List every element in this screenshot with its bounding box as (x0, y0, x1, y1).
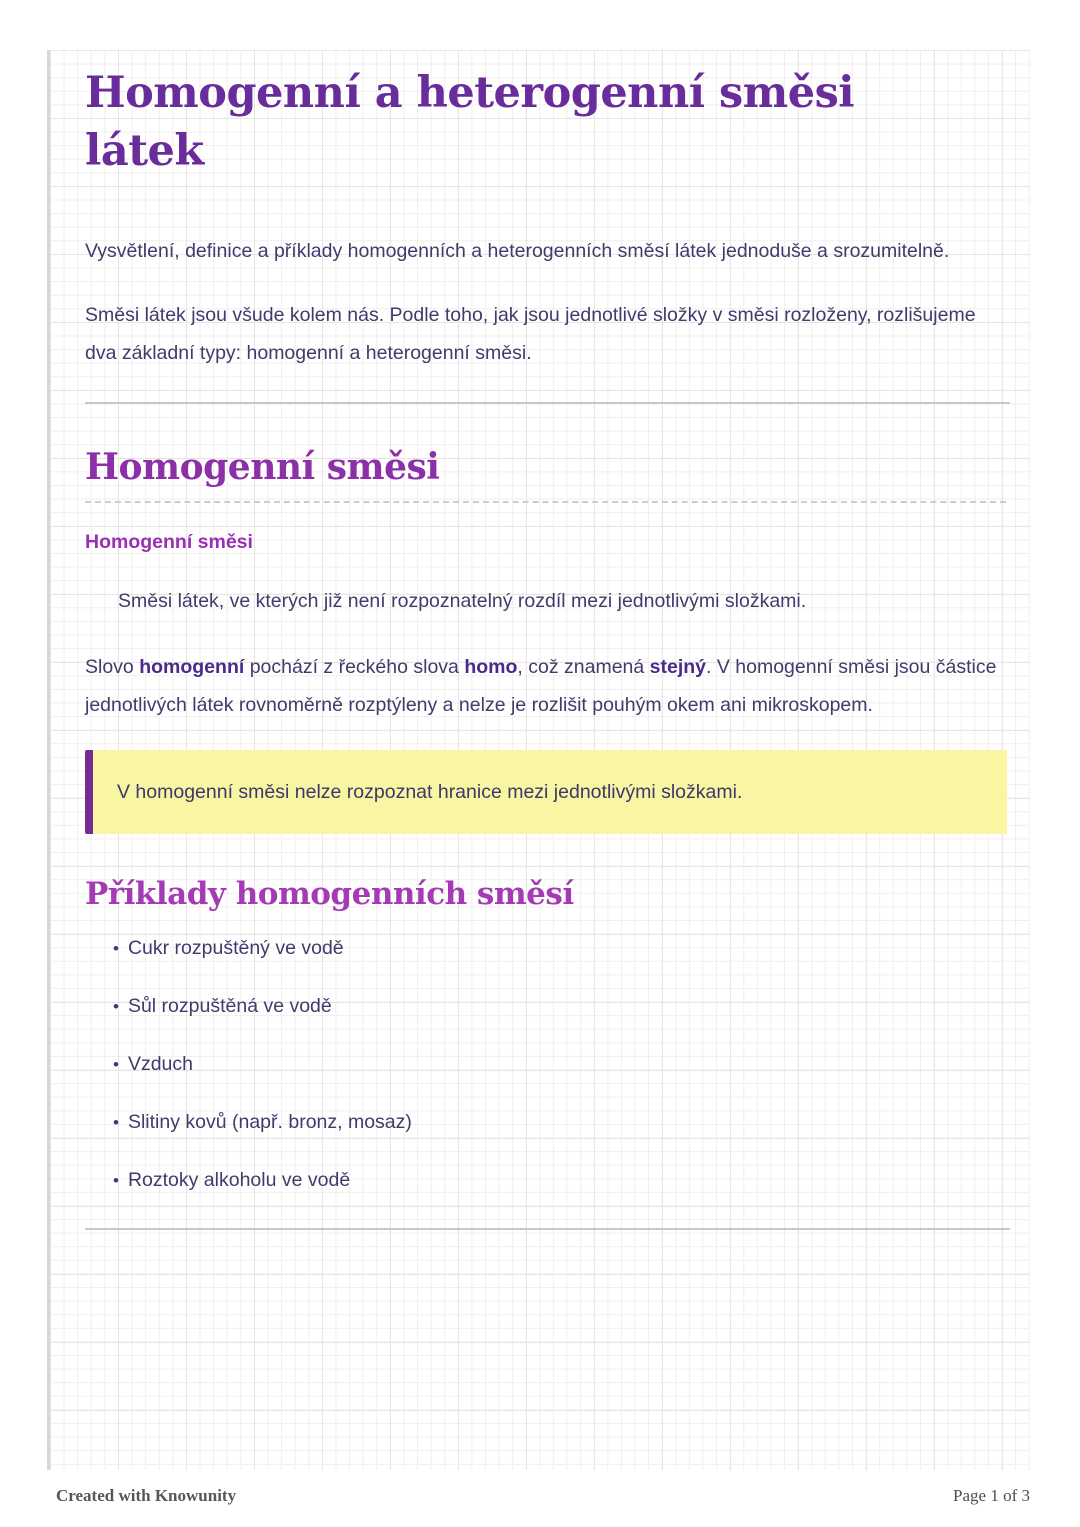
page-footer (0, 1486, 1080, 1506)
list-item (85, 1170, 1006, 1191)
list-item-label: Slitiny kovů (např. bronz, mosaz) (127, 1111, 412, 1134)
section-heading-homogenni: Homogenní směsi (85, 446, 1006, 503)
section-divider-top (85, 402, 1010, 404)
bullet-icon: • (113, 939, 119, 959)
intro-paragraph-1: Vysvětlení, definice a příklady homogenních a heterogenních směsí látek jednoduše a srozumitelně. (85, 240, 950, 263)
list-item-label: Cukr rozpuštěný ve vodě (127, 937, 344, 960)
footer-credit: Created with Knowunity (56, 1486, 237, 1505)
page-content (50, 50, 1030, 1230)
definition-quote: Směsi látek, ve kterých již není rozpoznatelný rozdíl mezi jednotlivými složkami. (118, 590, 807, 613)
page-title: Homogenní a heterogenní směsi látek (85, 68, 855, 177)
highlight-callout (85, 750, 1007, 834)
bullet-icon: • (113, 997, 119, 1017)
footer-page-number: Page 1 of 3 (953, 1486, 1030, 1505)
list-item (85, 1112, 1006, 1133)
callout-text: V homogenní směsi nelze rozpoznat hranice mezi jednotlivými složkami. (117, 781, 743, 804)
section-divider-bottom (85, 1228, 1010, 1230)
intro-paragraph-2: Směsi látek jsou všude kolem nás. Podle toho, jak jsou jednotlivé složky v směsi rozloženy, rozlišujeme dva základní typy: homogenní a heterogenní směsi. (85, 304, 976, 365)
bullet-icon: • (113, 1171, 119, 1191)
list-item-label: Roztoky alkoholu ve vodě (127, 1169, 351, 1192)
bullet-icon: • (113, 1055, 119, 1075)
examples-list (85, 938, 1006, 1191)
notebook-page (47, 50, 1030, 1470)
examples-heading: Příklady homogenních směsí (85, 876, 574, 913)
body-paragraph-etymology: Slovo homogenní pochází z řeckého slova homo, což znamená stejný. V homogenní směsi jsou částice jednotlivých látek rovnoměrně rozptýleny a nelze je rozlišit pouhým okem ani mikroskopem. (85, 656, 997, 717)
list-item (85, 1054, 1006, 1075)
bullet-icon: • (113, 1113, 119, 1133)
list-item-label: Sůl rozpuštěná ve vodě (127, 995, 332, 1018)
list-item (85, 938, 1006, 959)
subheading-homogenni: Homogenní směsi (85, 531, 253, 554)
list-item-label: Vzduch (127, 1053, 193, 1076)
list-item (85, 996, 1006, 1017)
